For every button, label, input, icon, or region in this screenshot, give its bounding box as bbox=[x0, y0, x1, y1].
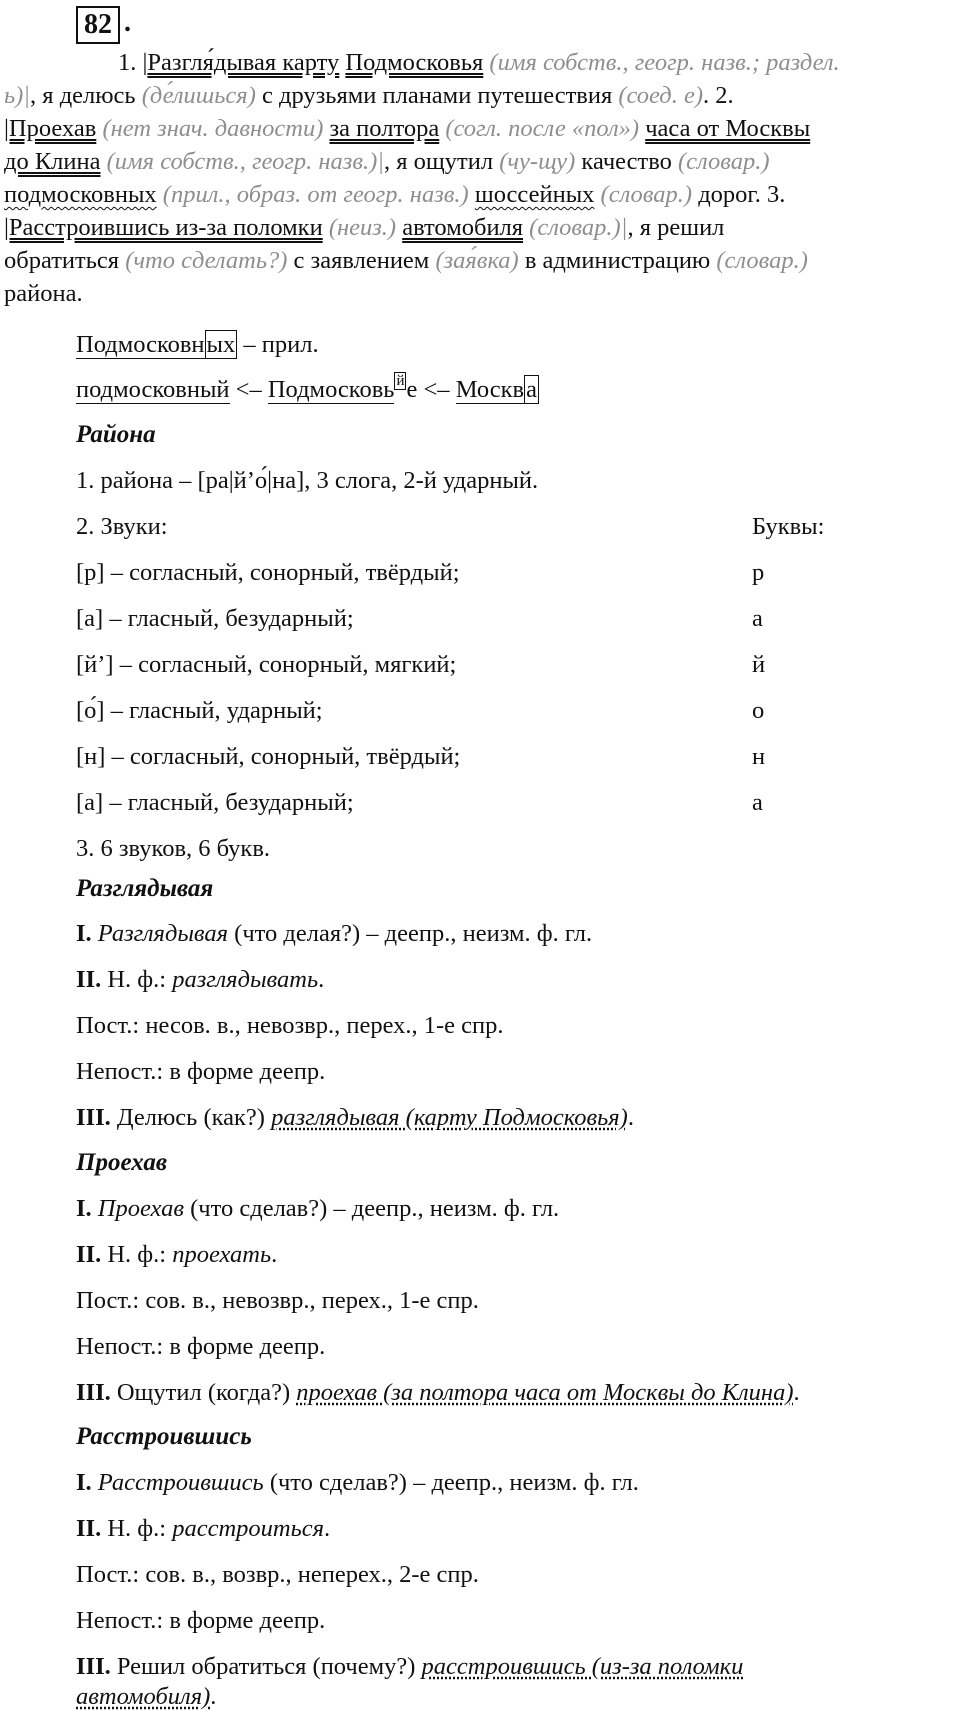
analysis-text: (что делая?) – деепр., неизм. ф. гл. bbox=[228, 920, 593, 947]
phonetic-syllables: 1. района – [ра|й’о́|на], 3 слога, 2-й ударный. bbox=[76, 467, 539, 494]
analysis-part-i bbox=[76, 1192, 559, 1225]
adverbial-phrase: разглядывая (карту Подмосковья) bbox=[271, 1104, 628, 1131]
spelling-note-4: (нет знач. давности) bbox=[96, 115, 330, 142]
spelling-note-1-end: ь)| bbox=[4, 82, 31, 109]
spelling-note-15: (словар.) bbox=[716, 247, 808, 274]
sentence-3-number: дорог. 3. bbox=[692, 181, 786, 208]
analysis-heading: Проехав bbox=[76, 1149, 168, 1176]
roman-numeral: I. bbox=[76, 1469, 92, 1496]
initial-form: расстроиться bbox=[172, 1515, 325, 1542]
analysis-heading: Разглядывая bbox=[76, 875, 214, 902]
arrow-icon: <– bbox=[229, 376, 268, 403]
letter-cell: а bbox=[752, 789, 763, 816]
analysis-text: Ощутил (когда?) bbox=[110, 1379, 297, 1406]
adverbial-phrase-continued: автомобиля) bbox=[76, 1683, 211, 1710]
analysis-part-i bbox=[76, 917, 592, 950]
initial-form-label: Н. ф.: bbox=[101, 966, 173, 993]
morpheme-ending: ых bbox=[206, 331, 236, 358]
chain-word-3: Москв bbox=[455, 376, 525, 403]
roman-numeral: I. bbox=[76, 920, 92, 947]
letter-cell: р bbox=[752, 559, 765, 586]
word-obratitsya: обратиться bbox=[4, 247, 120, 274]
analysed-word: Разглядывая bbox=[97, 920, 229, 947]
analysis-text: (что сделав?) – деепр., неизм. ф. гл. bbox=[263, 1469, 639, 1496]
spelling-note-1: (имя собств., геогр. назв.; раздел. bbox=[483, 49, 840, 76]
text-line-8 bbox=[0, 277, 955, 310]
initial-form: проехать bbox=[172, 1241, 272, 1268]
exercise-number bbox=[76, 6, 120, 44]
spelling-note-7: (чу-щу) bbox=[499, 148, 576, 175]
letters-header: Буквы: bbox=[752, 513, 825, 540]
roman-numeral: II. bbox=[76, 966, 102, 993]
text-line-3 bbox=[0, 112, 955, 145]
gerund-phrase-3: |Расстроившись из-за поломки bbox=[4, 214, 323, 241]
analysis-part-iii bbox=[76, 1376, 800, 1409]
sentence-2-subject: , я ощутил bbox=[384, 148, 500, 175]
analysis-part-ii bbox=[76, 1238, 277, 1271]
text-line-2 bbox=[0, 79, 955, 112]
period: . bbox=[324, 1515, 331, 1542]
sentence-number-1: 1. | bbox=[118, 49, 148, 76]
analysis-text: Решил обратиться (почему?) bbox=[110, 1653, 422, 1680]
word-formation-chain bbox=[76, 373, 539, 406]
chain-word-2-ending: е bbox=[406, 376, 418, 403]
analysis-part-i bbox=[76, 1466, 639, 1499]
text-line-5 bbox=[0, 178, 955, 211]
text-line-4 bbox=[0, 145, 955, 178]
period: . bbox=[627, 1104, 634, 1131]
roman-numeral: III. bbox=[76, 1379, 111, 1406]
exercise-text bbox=[0, 46, 955, 310]
word-podmoskovnykh: подмосковных bbox=[4, 181, 157, 208]
spelling-note-10: (словар.) bbox=[594, 181, 693, 208]
variable-features: Непост.: в форме деепр. bbox=[76, 1607, 326, 1634]
phonetic-summary: 3. 6 звуков, 6 букв. bbox=[76, 835, 271, 862]
spelling-note-3: (соед. е) bbox=[618, 82, 703, 109]
constant-features: Пост.: сов. в., невозвр., перех., 1-е спр. bbox=[76, 1287, 479, 1314]
arrow-icon: <– bbox=[417, 376, 456, 403]
word-kachestvo: качество bbox=[575, 148, 679, 175]
sounds-header: 2. Звуки: bbox=[76, 513, 168, 540]
period: . bbox=[318, 966, 325, 993]
letter-cell: о bbox=[752, 697, 765, 724]
phrase-s-zayavleniem: с заявлением bbox=[287, 247, 436, 274]
sentence-3-subject: , я решил bbox=[627, 214, 725, 241]
spelling-note-2: (де́лишься) bbox=[141, 82, 256, 109]
sound-row: [й’] – согласный, сонорный, мягкий; bbox=[76, 651, 457, 678]
phonetic-heading: Района bbox=[76, 421, 156, 448]
analysis-part-ii bbox=[76, 963, 324, 996]
spelling-note-9: (прил., образ. от геогр. назв.) bbox=[156, 181, 475, 208]
gerund-phrase-1-start: Разгля́дывая карту bbox=[147, 49, 340, 76]
spelling-note-11: (неиз.) bbox=[322, 214, 403, 241]
chain-hidden-ending: й bbox=[396, 373, 405, 389]
sound-row: [р] – согласный, сонорный, твёрдый; bbox=[76, 559, 460, 586]
exercise-number-dot: . bbox=[124, 7, 131, 38]
sentence-1-subject: , я делюсь bbox=[30, 82, 142, 109]
spelling-note-13: (что сделать?) bbox=[119, 247, 288, 274]
adverbial-phrase: проехав (за полтора часа от Москвы до Клина) bbox=[296, 1379, 794, 1406]
text-line-1 bbox=[0, 46, 955, 79]
spelling-note-12: (словар.)| bbox=[523, 214, 628, 241]
word-shosseynykh: шоссейных bbox=[474, 181, 595, 208]
text-line-6 bbox=[0, 211, 955, 244]
analysis-part-iii bbox=[76, 1650, 743, 1683]
sound-row: [о́] – гласный, ударный; bbox=[76, 697, 323, 724]
roman-numeral: II. bbox=[76, 1241, 102, 1268]
initial-form-label: Н. ф.: bbox=[101, 1515, 173, 1542]
period: . bbox=[271, 1241, 278, 1268]
period: . bbox=[210, 1683, 217, 1710]
analysis-part-ii bbox=[76, 1512, 330, 1545]
spelling-note-5: (согл. после «пол») bbox=[439, 115, 640, 142]
spelling-note-14: (зая́вка) bbox=[435, 247, 519, 274]
phrase-v-administratsiyu: в администрацию bbox=[518, 247, 717, 274]
morpheme-stem: Подмосковн bbox=[76, 331, 205, 358]
word-podmoskovya: Подмосковья bbox=[345, 49, 484, 76]
roman-numeral: III. bbox=[76, 1104, 111, 1131]
variable-features: Непост.: в форме деепр. bbox=[76, 1333, 326, 1360]
analysis-text: Делюсь (как?) bbox=[110, 1104, 272, 1131]
adverbial-phrase: расстроившись (из-за поломки bbox=[421, 1653, 744, 1680]
sound-row: [а] – гласный, безударный; bbox=[76, 789, 354, 816]
sound-row: [а] – гласный, безударный; bbox=[76, 605, 354, 632]
part-of-speech-label: – прил. bbox=[237, 331, 319, 358]
roman-numeral: I. bbox=[76, 1195, 92, 1222]
phrase-chasa-ot-moskvy: часа от Москвы bbox=[645, 115, 811, 142]
spelling-note-6: (имя собств., геогр. назв.)| bbox=[100, 148, 385, 175]
letter-cell: н bbox=[752, 743, 766, 770]
word-proekhav: |Проехав bbox=[4, 115, 97, 142]
word-rayona: района. bbox=[4, 280, 83, 307]
word-avtomobilya: автомобиля bbox=[402, 214, 524, 241]
analysis-part-iii bbox=[76, 1101, 634, 1134]
constant-features: Пост.: сов. в., возвр., неперех., 2-е спр. bbox=[76, 1561, 479, 1588]
period: . bbox=[793, 1379, 800, 1406]
text-line-7 bbox=[0, 244, 955, 277]
initial-form-label: Н. ф.: bbox=[101, 1241, 173, 1268]
variable-features: Непост.: в форме деепр. bbox=[76, 1058, 326, 1085]
chain-word-3-ending: а bbox=[526, 376, 537, 403]
phrase-do-klina: до Клина bbox=[4, 148, 101, 175]
sentence-1-rest: с друзьями планами путешествия bbox=[255, 82, 619, 109]
analysis-text: (что сделав?) – деепр., неизм. ф. гл. bbox=[183, 1195, 560, 1222]
chain-word-2: Подмосковь bbox=[267, 376, 395, 403]
analysis-part-iii-continued bbox=[76, 1680, 216, 1713]
letter-cell: а bbox=[752, 605, 763, 632]
initial-form: разглядывать bbox=[172, 966, 319, 993]
constant-features: Пост.: несов. в., невозвр., перех., 1-е спр. bbox=[76, 1012, 504, 1039]
morpheme-word-1 bbox=[76, 328, 319, 361]
analysed-word: Расстроившись bbox=[97, 1469, 264, 1496]
exercise-number-value: 82 bbox=[84, 9, 112, 40]
spelling-note-8: (словар.) bbox=[678, 148, 770, 175]
analysis-heading: Расстроившись bbox=[76, 1423, 252, 1450]
sound-row: [н] – согласный, сонорный, твёрдый; bbox=[76, 743, 461, 770]
roman-numeral: II. bbox=[76, 1515, 102, 1542]
analysed-word: Проехав bbox=[97, 1195, 184, 1222]
roman-numeral: III. bbox=[76, 1653, 111, 1680]
sentence-2-number: . 2. bbox=[703, 82, 734, 109]
phrase-za-poltora: за полтора bbox=[329, 115, 440, 142]
letter-cell: й bbox=[752, 651, 766, 678]
chain-word-1: подмосковный bbox=[76, 376, 230, 403]
